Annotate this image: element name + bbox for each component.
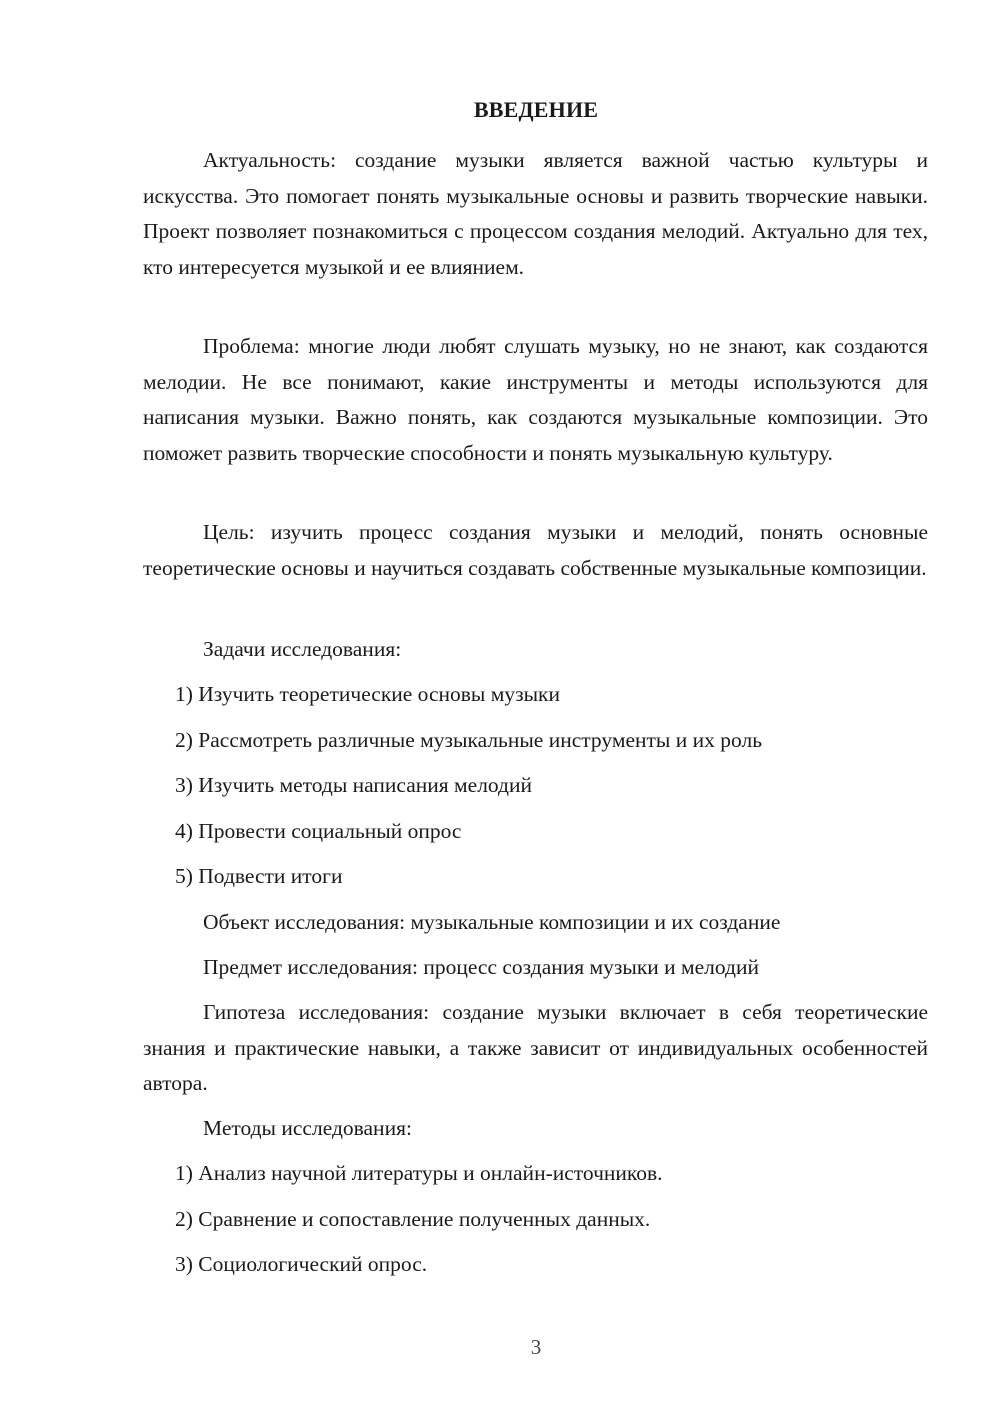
research-subject: Предмет исследования: процесс создания музыки и мелодий <box>203 955 759 979</box>
task-list-item: 2) Рассмотреть различные музыкальные инструменты и их роль <box>175 728 762 752</box>
method-list-item: 2) Сравнение и сопоставление полученных данных. <box>175 1207 651 1231</box>
page-title: ВВЕДЕНИЕ <box>473 97 599 122</box>
hypothesis-paragraph: Гипотеза исследования: создание музыки включает в себя теоретические знания и практические навыки, а также зависит от индивидуальных особенностей автора. <box>143 1000 928 1095</box>
page-number: 3 <box>530 1335 542 1359</box>
method-list-item: 3) Социологический опрос. <box>175 1252 428 1276</box>
method-list-item: 1) Анализ научной литературы и онлайн-источников. <box>175 1161 663 1185</box>
problem-paragraph: Проблема: многие люди любят слушать музыку, но не знают, как создаются мелодии. Не все понимают, какие инструменты и методы используются для написания музыки. Важно понять, как создаются музыкальные композиции. Это поможет развить творческие способности и понять музыкальную культуру. <box>143 334 928 465</box>
goal-paragraph: Цель: изучить процесс создания музыки и мелодий, понять основные теоретические основы и научиться создавать собственные музыкальные композиции. <box>143 520 928 580</box>
tasks-heading: Задачи исследования: <box>203 637 402 661</box>
research-object: Объект исследования: музыкальные композиции и их создание <box>203 910 781 934</box>
task-list-item: 3) Изучить методы написания мелодий <box>175 773 533 797</box>
task-list-item: 5) Подвести итоги <box>175 864 343 888</box>
relevance-paragraph: Актуальность: создание музыки является важной частью культуры и искусства. Это помогает понять музыкальные основы и развить творческие навыки. Проект позволяет познакомиться с процессом создания мелодий. Актуально для тех, кто интересуется музыкой и ее влиянием. <box>143 148 928 279</box>
task-list-item: 4) Провести социальный опрос <box>175 819 462 843</box>
methods-heading: Методы исследования: <box>203 1116 412 1140</box>
task-list-item: 1) Изучить теоретические основы музыки <box>175 682 560 706</box>
